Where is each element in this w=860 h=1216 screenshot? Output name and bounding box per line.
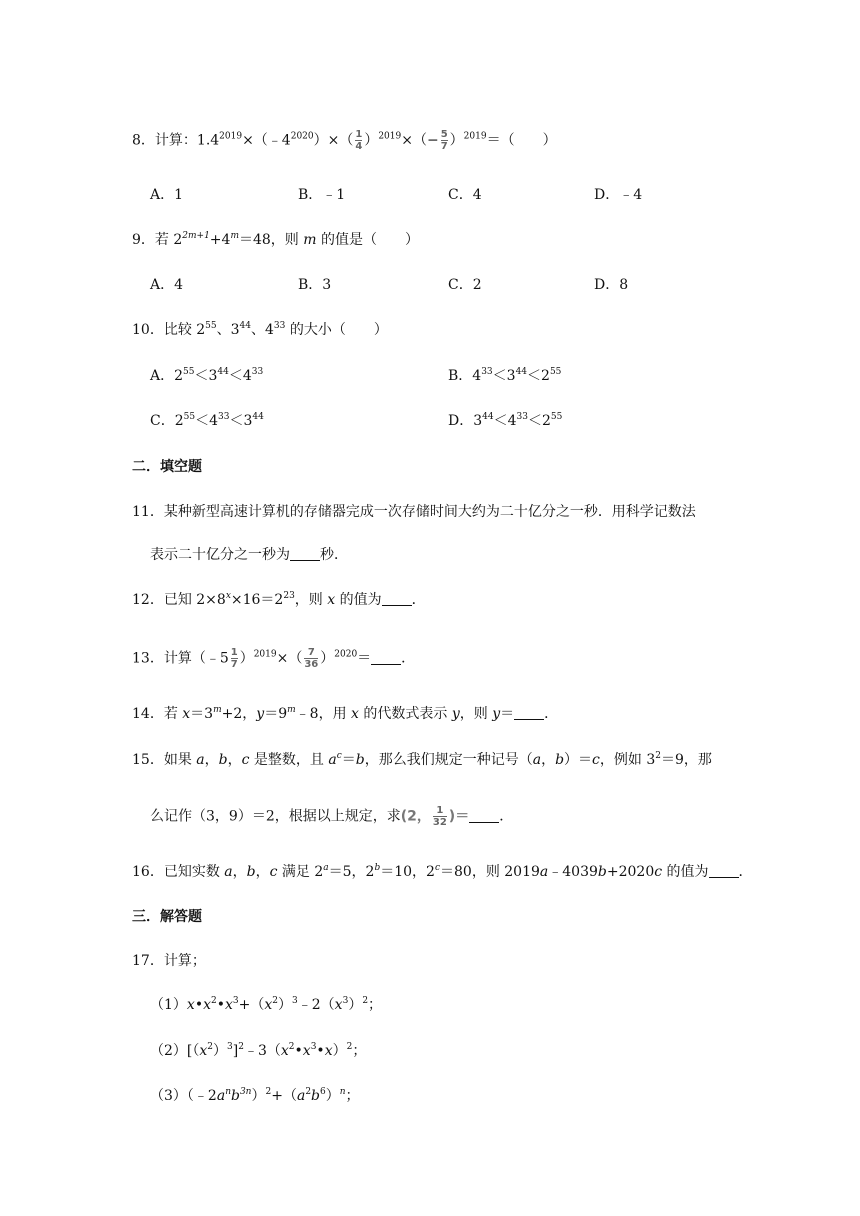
answer-blank[interactable] [382,591,412,606]
question-15-line-1: 15．如果 a，b，c 是整数，且 $a^c=b$，那么我们规定一种记号（a，b）＝c，例如 $3^2=9$，那 [132,751,712,768]
q8-option-c: C．4 [448,187,482,203]
fraction: $\frac{5}{7}$ [440,129,448,152]
question-13: 13．计算（﹣5 $\frac{1}{7}$ ）$^{2019}$×（ $\frac{7}{36}$ ）$^{2020}$＝ ． [132,647,416,670]
question-10: 10．比较 $2^{55}$、$3^{44}$、$4^{33}$ 的大小（ ） [132,321,388,338]
question-14: 14．若 $x=3^m+2$，$y=9^m﹣8$，用 x 的代数式表示 y，则 y＝ ． [132,705,559,722]
answer-blank[interactable] [514,705,544,720]
answer-blank[interactable] [709,863,739,878]
q8-option-b: B．﹣1 [298,187,346,203]
answer-blank[interactable] [469,808,499,823]
q9-option-a: A．4 [150,277,184,293]
question-11-line-2: 表示二十亿分之一秒为 秒． [150,547,348,563]
q10-option-b: B．$4^{33}<3^{44}<2^{55}$ [448,367,562,384]
fraction: $\frac{1}{4}$ [355,129,363,152]
fraction: $\frac{7}{36}$ [304,647,319,670]
section-answer-heading: 三．解答题 [132,909,202,925]
question-9: 9．若 $2^{2m+1}+4^m=48$，则 m 的值是（ ） [132,231,419,248]
q10-option-a: A．$2^{55}<3^{44}<4^{33}$ [150,367,264,384]
question-15-line-2: 么记作（3，9）＝2，根据以上规定，求(2， $\frac{1}{32}$ )＝ ． [150,805,514,828]
q10-option-c: C．$2^{55}<4^{33}<3^{44}$ [150,412,264,429]
question-17-part-3: $(3)(﹣2a^nb^{3n})^2+(a^2b^6)^n$； [150,1087,360,1104]
fraction: $\frac{1}{32}$ [432,805,447,828]
question-8: 8．计算：$1.4^{2019}\times(﹣4^{2020})\times$（ $\frac{1}{4}$ ）$^{2019}$×（− $\frac{5}{7}$ ）$^{2019}$＝（ ） [132,129,557,152]
section-fill-in-blank-heading: 二．填空题 [132,459,202,475]
question-17-part-1: $(1)x•x^2•x^3+(x^2)^3﹣2(x^3)^2$； [150,996,383,1013]
q9-option-d: D．8 [594,277,629,293]
q9-option-c: C．2 [448,277,482,293]
q9-option-b: B．3 [298,277,332,293]
question-11-line-1: 11．某种新型高速计算机的存储器完成一次存储时间大约为二十亿分之一秒．用科学记数法 [132,504,696,520]
answer-blank[interactable] [290,546,320,561]
q8-option-d: D．﹣4 [594,187,643,203]
question-12: 12．已知 $2\times 8^x\times 16=2^{23}$，则 x 的值为 ． [132,591,426,608]
q10-option-d: D．$3^{44}<4^{33}<2^{55}$ [448,412,563,429]
question-17-part-2: $(2)[(x^2)^3]^2﹣3(x^2•x^3•x)^2$； [150,1042,367,1059]
answer-blank[interactable] [371,650,401,665]
q8-option-a: A．1 [150,187,184,203]
fraction: $\frac{1}{7}$ [230,647,238,670]
question-16: 16．已知实数 a，b，c 满足 $2^a=5$，$2^b=10$，$2^c=80$，则 2019a﹣4039b+2020c 的值为 ． [132,863,753,880]
question-17-title: 17．计算； [132,953,206,969]
